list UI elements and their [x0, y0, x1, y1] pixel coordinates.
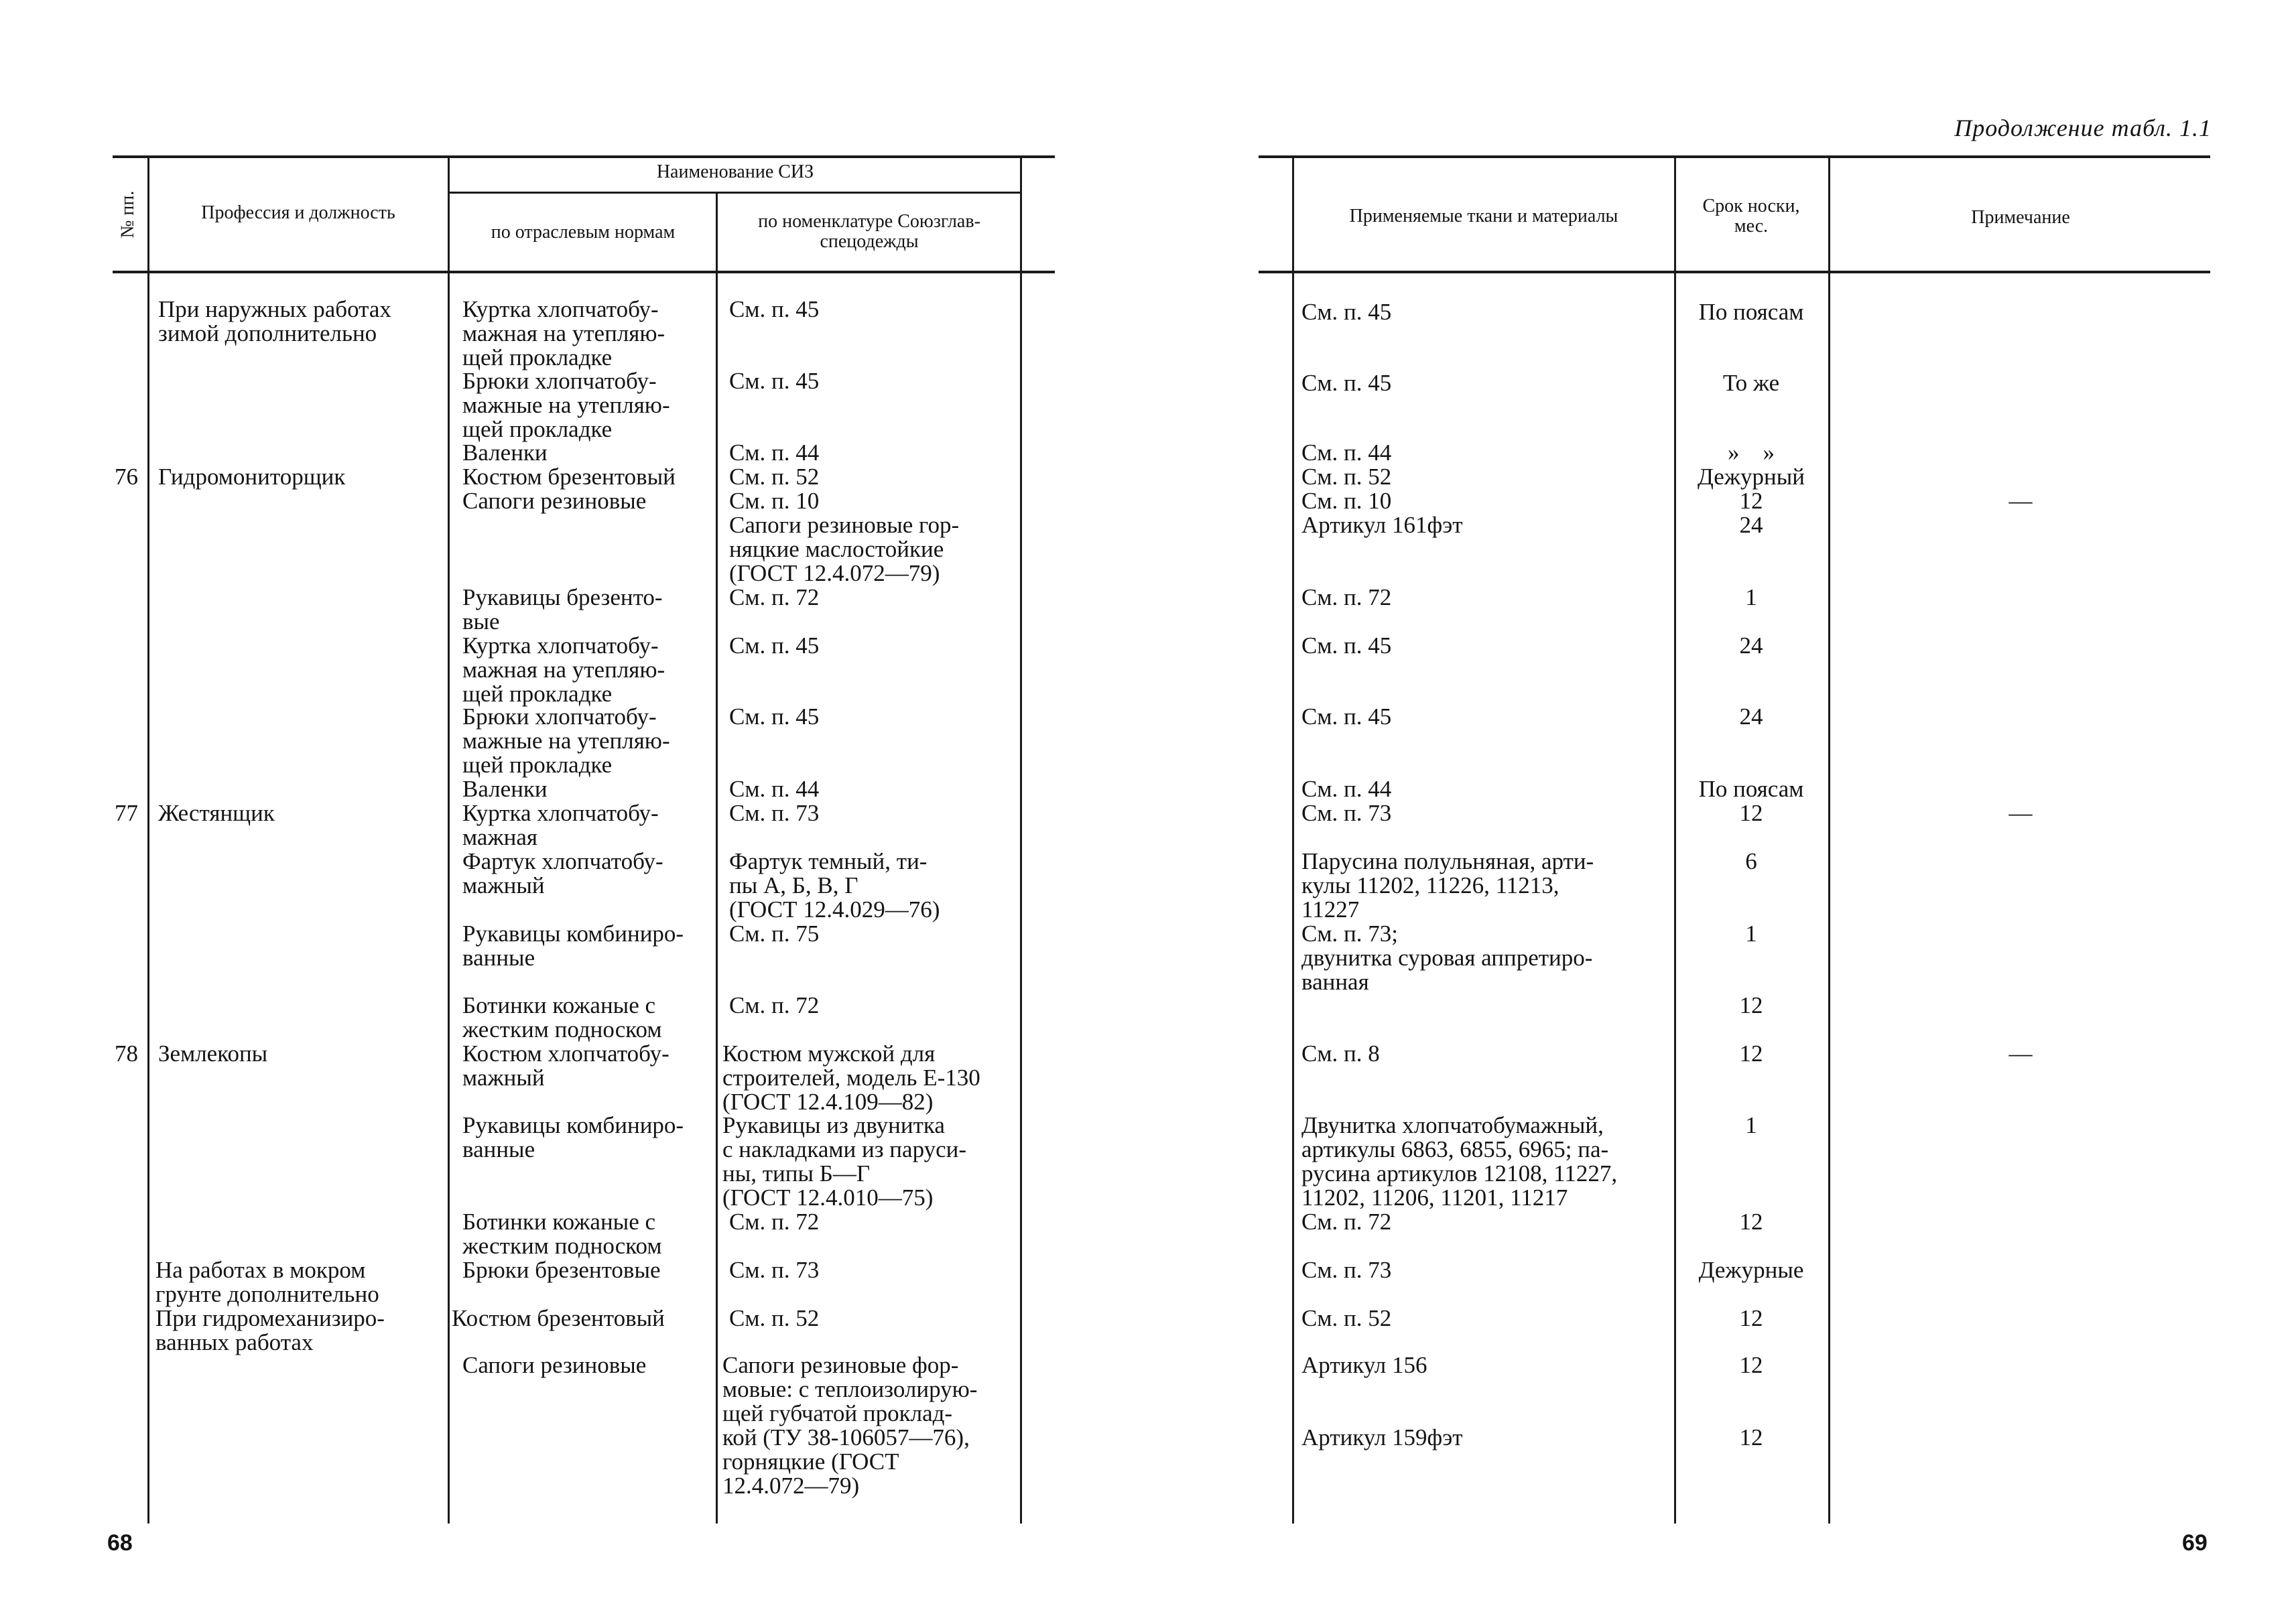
right-col-rule-2 [1674, 155, 1676, 1524]
left-siz-rule [448, 192, 1020, 194]
norm-item: Рукавицы комбиниро- ванные [462, 921, 684, 971]
term-item: 24 [1739, 703, 1763, 730]
header-profession: Профессия и должность [201, 202, 395, 223]
material-item: См. п. 45 [1301, 632, 1392, 659]
material-item: Артикул 156 [1301, 1352, 1427, 1378]
row-number-76: 76 [115, 464, 138, 490]
term-item: 12 [1739, 1305, 1763, 1331]
term-item: 24 [1739, 512, 1763, 538]
row-number-77: 77 [115, 800, 138, 826]
term-item: Дежурный [1698, 464, 1805, 490]
norm-item: Сапоги резиновые [462, 1352, 647, 1378]
material-item: Артикул 161фэт [1301, 512, 1463, 538]
norm-item: Куртка хлопчатобу- мажная на утепляю- щей прокладке [462, 632, 665, 707]
norm-item: Куртка хлопчатобу- мажная на утепляю- щей прокладке [462, 296, 665, 370]
norm-item: Валенки [462, 776, 548, 802]
nomenclature-item: См. п. 44 [729, 776, 820, 802]
term-item: 24 [1739, 632, 1763, 659]
material-item: См. п. 45 [1301, 299, 1392, 325]
term-item: 12 [1739, 1424, 1763, 1450]
material-item: См. п. 73; двунитка суровая аппретиро- ванная [1301, 921, 1593, 995]
note-dash: — [2008, 488, 2033, 514]
profession-hydromech: При гидромеханизиро- ванных работах [155, 1305, 385, 1355]
left-col-rule-2 [448, 155, 450, 1524]
left-col-rule-1 [147, 155, 149, 1524]
norm-item: Сапоги резиновые [462, 488, 647, 514]
norm-item: Ботинки кожаные с жестким подноском [462, 1209, 662, 1259]
term-item: 12 [1739, 992, 1763, 1018]
header-nomenclature: по номенклатуре Союзглав- спецодежды [758, 211, 980, 252]
right-top-rule [1259, 155, 2210, 158]
norm-item: Брюки брезентовые [462, 1257, 661, 1283]
nomenclature-item: См. п. 72 [729, 1209, 820, 1235]
term-item: 12 [1739, 1352, 1763, 1378]
term-item: 12 [1739, 800, 1763, 826]
term-item: 1 [1745, 584, 1757, 610]
material-item: См. п. 45 [1301, 703, 1392, 730]
profession-diggers: Землекопы [158, 1040, 268, 1067]
nomenclature-item: См. п. 45 [729, 296, 820, 322]
note-dash: — [2008, 800, 2033, 826]
norm-item: Куртка хлопчатобу- мажная [462, 800, 659, 850]
nomenclature-item: См. п. 73 [729, 1257, 820, 1283]
norm-item: Брюки хлопчатобу- мажные на утепляю- щей прокладке [462, 368, 670, 442]
material-item: См. п. 10 [1301, 488, 1392, 514]
nomenclature-item: См. п. 45 [729, 703, 820, 730]
page-number-right: 69 [2182, 1530, 2208, 1556]
nomenclature-item: См. п. 52 [729, 1305, 820, 1331]
profession-hydromonitor: Гидромониторщик [158, 464, 346, 490]
nomenclature-item: См. п. 72 [729, 584, 820, 610]
material-item: См. п. 73 [1301, 800, 1392, 826]
term-item: 1 [1745, 921, 1757, 947]
material-item: Двунитка хлопчатобумажный, артикулы 6863, 6855, 6965; па- русина артикулов 12108, 11227, 11202, 11206, 11201, 11217 [1301, 1112, 1618, 1211]
material-item: См. п. 44 [1301, 776, 1392, 802]
header-industry-norms: по отраслевым нормам [491, 222, 676, 243]
left-col-rule-4 [1020, 155, 1022, 1524]
right-header-bottom-rule [1259, 271, 2210, 273]
material-item: См. п. 45 [1301, 370, 1392, 396]
material-item: См. п. 72 [1301, 1209, 1392, 1235]
term-item: 6 [1745, 848, 1757, 874]
left-col-rule-3 [716, 193, 718, 1524]
header-num: № пп. [117, 190, 138, 239]
term-item: То же [1722, 370, 1780, 396]
nomenclature-item: См. п. 45 [729, 368, 820, 394]
header-term: Срок носки, мес. [1702, 196, 1800, 236]
term-item: » » [1728, 440, 1775, 466]
material-item: Артикул 159фэт [1301, 1424, 1463, 1450]
row-number-78: 78 [115, 1040, 138, 1067]
norm-item: Фартук хлопчатобу- мажный [462, 848, 663, 898]
left-header-bottom-rule [113, 271, 1055, 273]
header-note: Примечание [1971, 207, 2070, 228]
nomenclature-item: Фартук темный, ти- пы А, Б, В, Г (ГОСТ 12.4.029—76) [729, 848, 940, 923]
page-number-left: 68 [107, 1530, 133, 1556]
right-col-rule-3 [1828, 155, 1830, 1524]
header-siz-group: Наименование СИЗ [656, 161, 814, 182]
term-item: По поясам [1698, 776, 1804, 802]
right-col-rule-1 [1292, 155, 1294, 1524]
norm-item: Рукавицы брезенто- вые [462, 584, 663, 634]
nomenclature-item: См. п. 73 [729, 800, 820, 826]
nomenclature-item: См. п. 10 [729, 488, 820, 514]
norm-item: Валенки [462, 440, 548, 466]
material-item: См. п. 8 [1301, 1040, 1380, 1067]
nomenclature-item: Сапоги резиновые гор- няцкие маслостойкие (ГОСТ 12.4.072—79) [729, 512, 960, 586]
material-item: См. п. 44 [1301, 440, 1392, 466]
nomenclature-item: Костюм мужской для строителей, модель Е-130 (ГОСТ 12.4.109—82) [722, 1040, 980, 1115]
norm-item: Костюм хлопчатобу- мажный [462, 1040, 669, 1091]
nomenclature-item: Сапоги резиновые фор- мовые: с теплоизолирую- щей губчатой проклад- кой (ТУ 38-106057—76), горняцкие (ГОСТ 12.4.072—79) [722, 1352, 978, 1499]
norm-item: Рукавицы комбиниро- ванные [462, 1112, 684, 1162]
norm-item: Костюм брезентовый [452, 1305, 665, 1331]
nomenclature-item: См. п. 52 [729, 464, 820, 490]
norm-item: Ботинки кожаные с жестким подноском [462, 992, 662, 1042]
material-item: См. п. 52 [1301, 464, 1392, 490]
header-materials: Применяемые ткани и материалы [1349, 206, 1618, 226]
note-dash: — [2008, 1040, 2033, 1067]
material-item: См. п. 52 [1301, 1305, 1392, 1331]
profession-tinsmith: Жестянщик [158, 800, 275, 826]
norm-item: Брюки хлопчатобу- мажные на утепляю- щей прокладке [462, 703, 670, 778]
material-item: См. п. 73 [1301, 1257, 1392, 1283]
term-item: 12 [1739, 1040, 1763, 1067]
material-item: Парусина полульняная, арти- кулы 11202, 11226, 11213, 11227 [1301, 848, 1594, 923]
profession-wet-ground: На работах в мокром грунте дополнительно [155, 1257, 379, 1307]
term-item: 1 [1745, 1112, 1757, 1138]
nomenclature-item: См. п. 72 [729, 992, 820, 1018]
term-item: По поясам [1698, 299, 1804, 325]
nomenclature-item: См. п. 44 [729, 440, 820, 466]
norm-item: Костюм брезентовый [462, 464, 676, 490]
profession-outdoor-winter: При наружных работах зимой дополнительно [158, 296, 391, 346]
left-top-rule [113, 155, 1055, 158]
term-item: Дежурные [1698, 1257, 1804, 1283]
material-item: См. п. 72 [1301, 584, 1392, 610]
term-item: 12 [1739, 1209, 1763, 1235]
nomenclature-item: См. п. 45 [729, 632, 820, 659]
term-item: 12 [1739, 488, 1763, 514]
nomenclature-item: См. п. 75 [729, 921, 820, 947]
nomenclature-item: Рукавицы из двунитка с накладками из паруси- ны, типы Б—Г (ГОСТ 12.4.010—75) [722, 1112, 967, 1211]
continuation-note: Продолжение табл. 1.1 [1954, 115, 2212, 141]
